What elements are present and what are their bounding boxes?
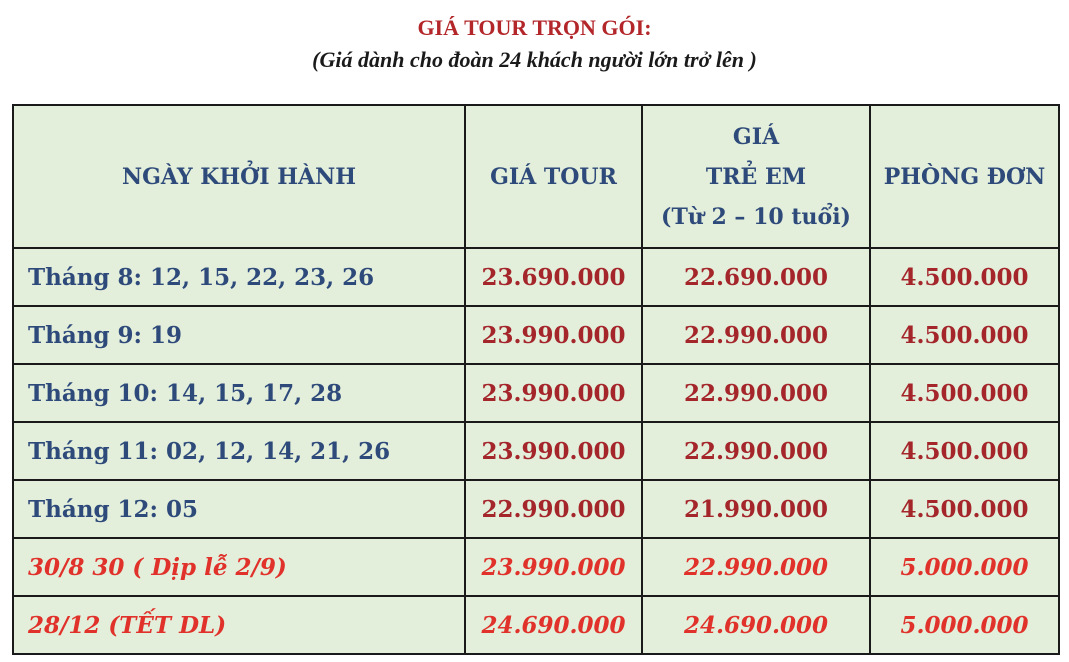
child-price: 22.990.000: [642, 422, 870, 480]
departure-date: Tháng 11: 02, 12, 14, 21, 26: [13, 422, 465, 480]
child-price: 22.990.000: [642, 364, 870, 422]
departure-date: Tháng 9: 19: [13, 306, 465, 364]
tour-price: 22.990.000: [465, 480, 642, 538]
tour-price: 23.690.000: [465, 248, 642, 306]
single-room-price: 4.500.000: [870, 306, 1059, 364]
table-row-holiday: [13, 538, 1059, 596]
page-subtitle: (Giá dành cho đoàn 24 khách người lớn trở lên ): [312, 47, 757, 72]
table-row: [13, 306, 1059, 364]
header-child-price: [642, 105, 870, 248]
tour-price: 23.990.000: [465, 306, 642, 364]
tour-price: 23.990.000: [465, 538, 642, 596]
single-room-price: 5.000.000: [870, 538, 1059, 596]
child-price: 21.990.000: [642, 480, 870, 538]
header-tour-price: GIÁ TOUR: [465, 105, 642, 248]
departure-date: Tháng 12: 05: [13, 480, 465, 538]
single-room-price: 4.500.000: [870, 422, 1059, 480]
child-price: 24.690.000: [642, 596, 870, 654]
single-room-price: 5.000.000: [870, 596, 1059, 654]
single-room-price: 4.500.000: [870, 248, 1059, 306]
header-single-room: PHÒNG ĐƠN: [870, 105, 1059, 248]
tour-price: 24.690.000: [465, 596, 642, 654]
header-child-price-line2: TRẺ EM: [705, 163, 807, 190]
price-table: [12, 104, 1060, 655]
table-header-row: [13, 105, 1059, 248]
departure-date: 30/8 30 ( Dịp lễ 2/9): [13, 538, 465, 596]
departure-date: Tháng 10: 14, 15, 17, 28: [13, 364, 465, 422]
child-price: 22.990.000: [642, 306, 870, 364]
child-price: 22.690.000: [642, 248, 870, 306]
table-row: [13, 248, 1059, 306]
header-departure: NGÀY KHỞI HÀNH: [13, 105, 465, 248]
tour-price: 23.990.000: [465, 364, 642, 422]
departure-date: 28/12 (TẾT DL): [13, 596, 465, 654]
table-row: [13, 364, 1059, 422]
departure-date: Tháng 8: 12, 15, 22, 23, 26: [13, 248, 465, 306]
child-price: 22.990.000: [642, 538, 870, 596]
table-row: [13, 480, 1059, 538]
single-room-price: 4.500.000: [870, 364, 1059, 422]
table-row: [13, 422, 1059, 480]
single-room-price: 4.500.000: [870, 480, 1059, 538]
tour-price: 23.990.000: [465, 422, 642, 480]
page-title: GIÁ TOUR TRỌN GÓI:: [417, 15, 652, 40]
table-row-holiday: [13, 596, 1059, 654]
header-child-price-line1: GIÁ: [732, 123, 780, 150]
header-child-price-line3: (Từ 2 – 10 tuổi): [661, 203, 851, 230]
